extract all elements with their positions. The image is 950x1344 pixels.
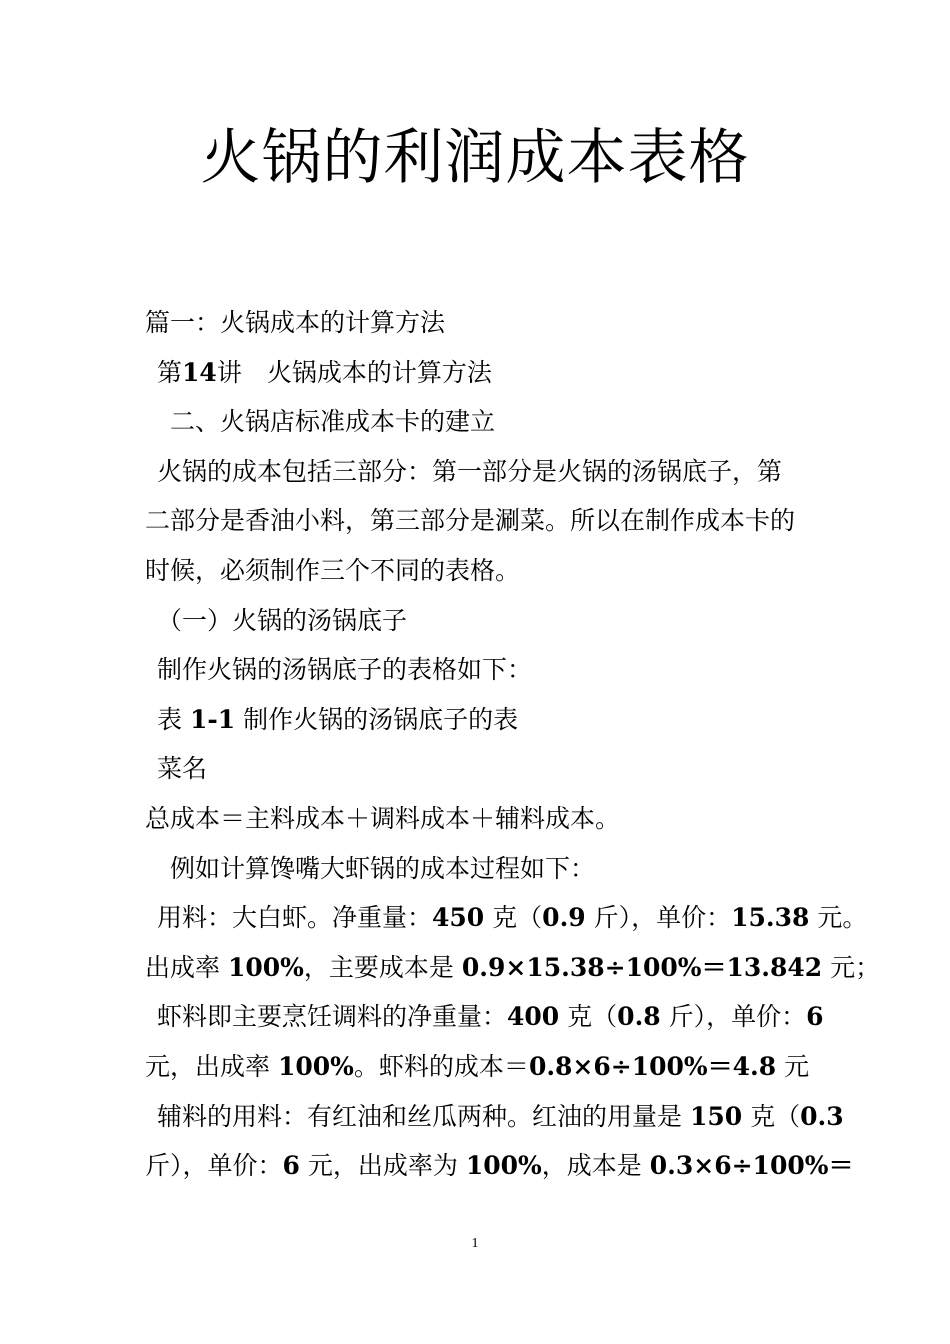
text-span: 元；	[830, 952, 881, 982]
text-span: 元，出成率为	[307, 1151, 458, 1181]
paragraph-line	[145, 844, 810, 894]
text-span: ，主要成本是	[303, 952, 454, 982]
number-span: 6	[282, 1151, 300, 1181]
text-line: 时候，必须制作三个不同的表格。	[145, 555, 521, 585]
paragraph-line	[145, 1141, 854, 1191]
subsection-heading	[145, 596, 810, 646]
text-line: 总成本＝主料成本＋调料成本＋辅料成本。	[145, 803, 621, 833]
number-span: 15.38	[731, 903, 810, 933]
text-span: 辅料的用料：有红油和丝瓜两种。红油的用量是	[157, 1101, 683, 1131]
text-span: 斤），单价：	[593, 903, 732, 933]
text-line: 篇一：火锅成本的计算方法	[145, 308, 446, 337]
text-line: 二部分是香油小料，第三部分是涮菜。所以在制作成本卡的	[145, 506, 796, 536]
text-span: 元。	[817, 903, 868, 933]
text-span: ，成本是	[541, 1151, 642, 1181]
paragraph-line	[145, 645, 810, 695]
text-span: 用料：大白虾。净重量：	[157, 903, 433, 933]
number-span: 14	[182, 357, 217, 387]
text-span: 。虾料的成本＝	[353, 1051, 529, 1081]
table-caption	[145, 695, 810, 745]
number-span: 1-1	[189, 704, 236, 734]
number-span: 0.3×6÷100%＝	[649, 1151, 854, 1181]
paragraph-line	[145, 1092, 844, 1142]
subsection-heading	[145, 397, 810, 447]
document-body	[145, 298, 881, 1191]
paragraph-line	[145, 546, 810, 596]
paragraph-line	[145, 992, 824, 1042]
text-span: 克（	[750, 1101, 801, 1131]
text-line: 制作火锅的汤锅底子的表格如下：	[157, 655, 533, 685]
number-span: 0.9×15.38÷100%＝13.842	[461, 952, 823, 982]
text-span: 克（	[567, 1002, 618, 1032]
number-span: 0.8×6÷100%＝4.8	[528, 1051, 777, 1081]
text-span: 讲 火锅成本的计算方法	[216, 357, 492, 387]
page-number: 1	[471, 1236, 479, 1251]
number-span: 0.3	[800, 1101, 844, 1131]
number-span: 100%	[277, 1051, 354, 1081]
paragraph-line	[145, 447, 810, 497]
text-span: 表	[157, 704, 183, 734]
text-line: 菜名	[157, 754, 208, 784]
text-span: 虾料即主要烹饪调料的净重量：	[157, 1002, 508, 1032]
number-span: 400	[507, 1002, 560, 1032]
number-span: 0.8	[617, 1002, 661, 1032]
paragraph-line	[145, 794, 810, 844]
text-line: 二、火锅店标准成本卡的建立	[170, 407, 496, 437]
text-line: 火锅的成本包括三部分：第一部分是火锅的汤锅底子，第	[157, 456, 783, 486]
paragraph-line	[145, 893, 868, 943]
paragraph-line	[145, 744, 810, 794]
number-span: 450	[432, 903, 485, 933]
section-heading	[145, 298, 810, 348]
lecture-heading	[145, 348, 810, 398]
paragraph-line	[145, 943, 881, 993]
text-line: （一）火锅的汤锅底子	[157, 605, 408, 635]
text-span: 克（	[492, 903, 543, 933]
text-line: 例如计算馋嘴大虾锅的成本过程如下：	[170, 853, 596, 883]
text-span: 元	[784, 1051, 810, 1081]
number-span: 100%	[227, 952, 304, 982]
number-span: 0.9	[542, 903, 586, 933]
text-span: 元，出成率	[145, 1051, 271, 1081]
text-span: 斤），单价：	[145, 1151, 283, 1181]
paragraph-line	[145, 1042, 810, 1092]
document-title: 火锅的利润成本表格	[200, 123, 750, 193]
text-span: 出成率	[145, 952, 221, 982]
number-span: 6	[806, 1002, 824, 1032]
number-span: 100%	[465, 1151, 542, 1181]
text-span: 斤），单价：	[668, 1002, 807, 1032]
paragraph-line	[145, 496, 810, 546]
number-span: 150	[689, 1101, 743, 1131]
text-span: 制作火锅的汤锅底子的表	[243, 704, 519, 734]
text-span: 第	[157, 357, 183, 387]
